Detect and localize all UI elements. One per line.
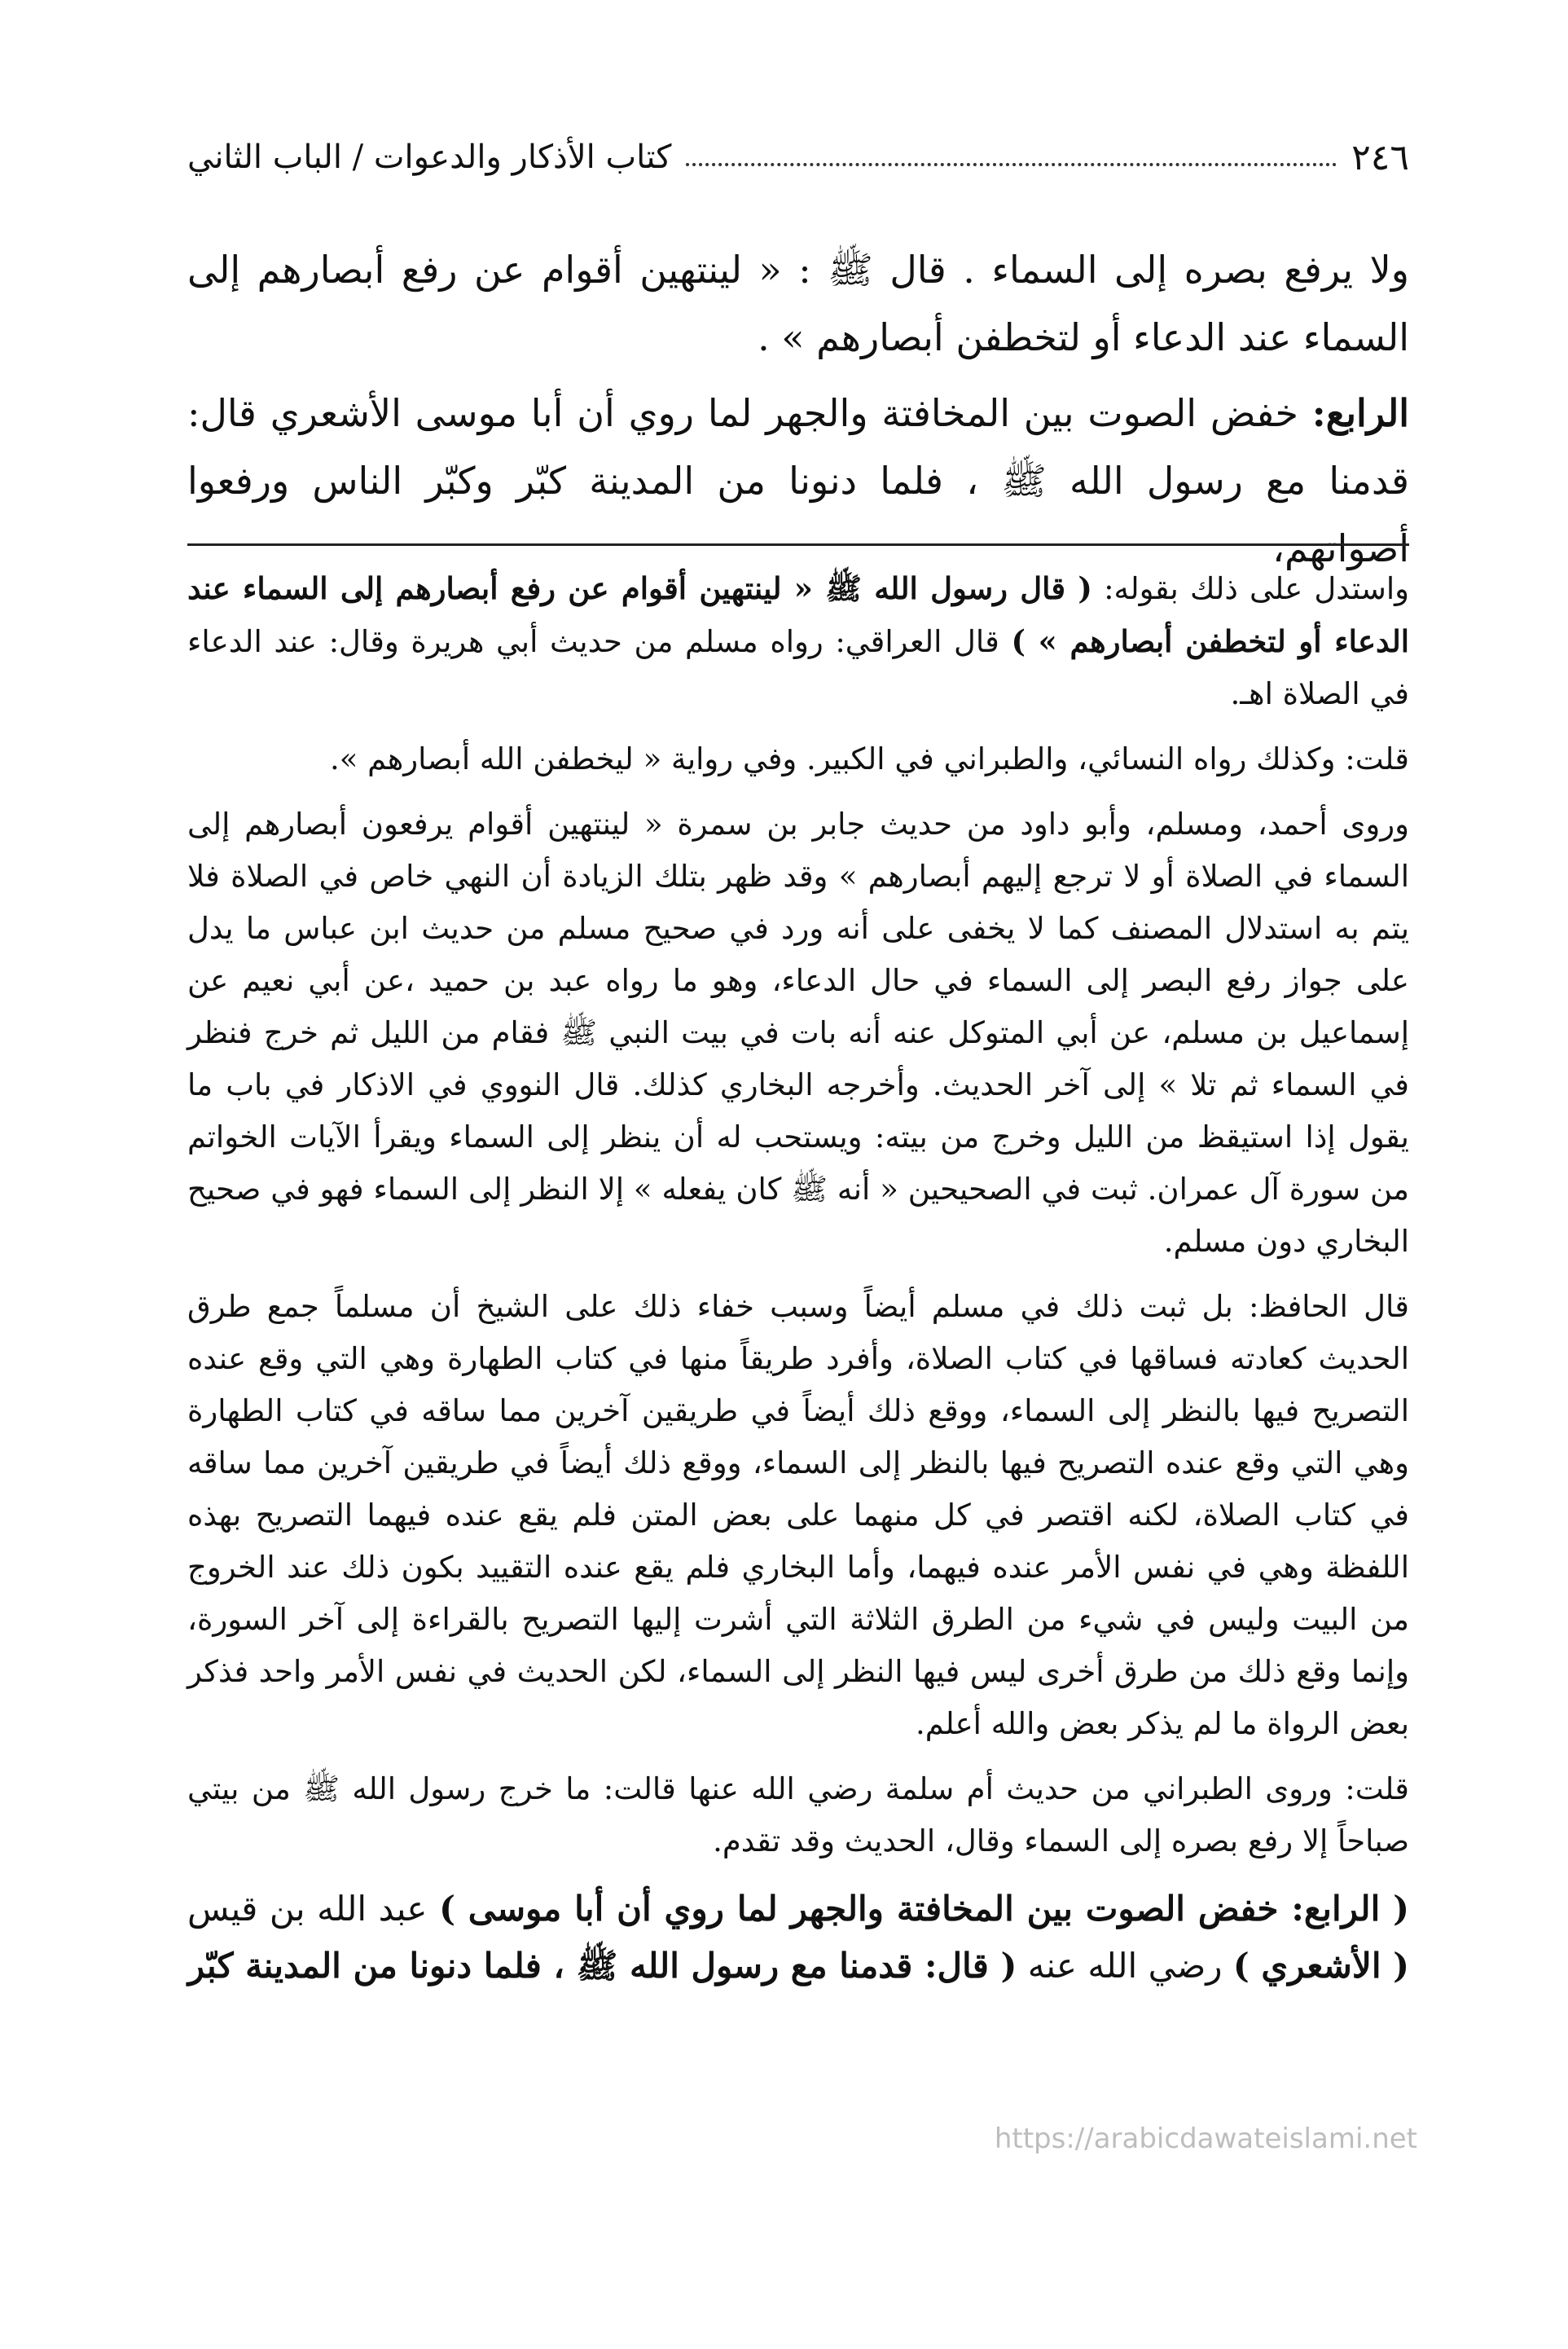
- quoted-matn: ( قال رسول الله ﷺ « لينتهين أقوام عن رفع أبصارهم إلى السماء عند الدعاء أو لتخطفن أبصارهم » ): [187, 570, 1410, 659]
- commentary-paragraph-1: [187, 562, 1409, 720]
- main-paragraph-1: ولا يرفع بصره إلى السماء . قال ﷺ : « لينتهين أقوام عن رفع أبصارهم إلى السماء عند الدعاء أو لتخطفن أبصارهم » .: [187, 248, 1409, 359]
- page-number: ٢٤٦: [1351, 136, 1409, 178]
- commentary-paragraph-4: قال الحافظ: بل ثبت ذلك في مسلم أيضاً وسبب خفاء ذلك على الشيخ أن مسلماً جمع طرق الحديث كعادته فساقها في كتاب الصلاة، وأفرد طريقاً منها في كتاب الطهارة وهي التي وقع عنده التصريح فيها بالنظر إلى السماء، ووقع ذلك أيضاً في طريقين آخرين مما ساقه في كتاب الطهارة وهي التي وقع عنده التصريح فيها بالنظر إلى السماء، ووقع ذلك أيضاً في طريقين آخرين مما ساقه في كتاب الصلاة، لكنه اقتصر في كل منهما على بعض المتن فلم يقع عنده فيهما التصريح بهذه اللفظة وهي في نفس الأمر عنده فيهما، وأما البخاري فلم يقع عنده التقييد بكون ذلك عند الخروج من البيت وليس في شيء من الطرق الثلاثة التي أشرت إليها التصريح بالقراءة إلى آخر السورة، وإنما وقع ذلك من طرق أخرى ليس فيها النظر إلى السماء، لكن الحديث في نفس الأمر واحد فذكر بعض الرواة ما لم يذكر بعض والله أعلم.: [187, 1289, 1409, 1741]
- separator-rule: [187, 543, 1409, 546]
- commentary-paragraph-2: قلت: وكذلك رواه النسائي، والطبراني في الكبير. وفي رواية « ليخطفن الله أبصارهم ».: [330, 741, 1409, 776]
- main-text: [187, 236, 1409, 583]
- header-dotted-leader: [686, 163, 1337, 166]
- commentary: [187, 562, 1409, 2008]
- commentary-paragraph-6: [187, 1881, 1409, 1995]
- commentary-text: قال العراقي: رواه مسلم من حديث أبي هريرة وقال: عند الدعاء في الصلاة اهـ.: [187, 624, 1409, 711]
- quoted-matn: ( الرابع: خفض الصوت بين المخافتة والجهر لما روي أن أبا موسى ): [439, 1889, 1409, 1929]
- page-header: [187, 121, 1409, 194]
- running-title: كتاب الأذكار والدعوات / الباب الثاني: [187, 139, 672, 176]
- section-lead: الرابع:: [1311, 391, 1409, 435]
- quoted-matn: ( قال: قدمنا مع رسول الله ﷺ ، فلما دنونا من المدينة كبّر: [187, 1946, 1017, 1986]
- watermark-url: https://arabicdawateislami.net: [994, 2122, 1417, 2155]
- commentary-text: واستدل على ذلك بقوله:: [1091, 571, 1410, 606]
- commentary-text: رضي الله عنه: [1017, 1946, 1233, 1986]
- commentary-paragraph-3: وروى أحمد، ومسلم، وأبو داود من حديث جابر بن سمرة « لينتهين أقوام يرفعون أبصارهم إلى السماء في الصلاة أو لا ترجع إليهم أبصارهم » وقد ظهر بتلك الزيادة أن النهي خاص في الصلاة فلا يتم به استدلال المصنف كما لا يخفى على أنه ورد في صحيح مسلم من حديث ابن عباس ما يدل على جواز رفع البصر إلى السماء في حال الدعاء، وهو ما رواه عبد بن حميد ،عن أبي نعيم عن إسماعيل بن مسلم، عن أبي المتوكل عنه أنه بات في بيت النبي ﷺ فقام من الليل ثم خرج فنظر في السماء ثم تلا » إلى آخر الحديث. وأخرجه البخاري كذلك. قال النووي في الاذكار في باب ما يقول إذا استيقظ من الليل وخرج من بيته: ويستحب له أن ينظر إلى السماء ويقرأ الآيات الخواتم من سورة آل عمران. ثبت في الصحيحين « أنه ﷺ كان يفعله » إلا النظر إلى السماء فهو في صحيح البخاري دون مسلم.: [187, 807, 1409, 1259]
- quoted-matn: ( الأشعري ): [1232, 1946, 1409, 1986]
- commentary-text: عبد الله بن قيس: [187, 1889, 440, 1929]
- main-paragraph-2: [187, 380, 1409, 583]
- main-paragraph-2-text: خفض الصوت بين المخافتة والجهر لما روي أن أبا موسى الأشعري قال: قدمنا مع رسول الله ﷺ ، فلما دنونا من المدينة كبّر وكبّر الناس ورفعوا أصواتهم،: [187, 391, 1409, 570]
- commentary-paragraph-5: قلت: وروى الطبراني من حديث أم سلمة رضي الله عنها قالت: ما خرج رسول الله ﷺ من بيتي صباحاً إلا رفع بصره إلى السماء وقال، الحديث وقد تقدم.: [187, 1771, 1409, 1859]
